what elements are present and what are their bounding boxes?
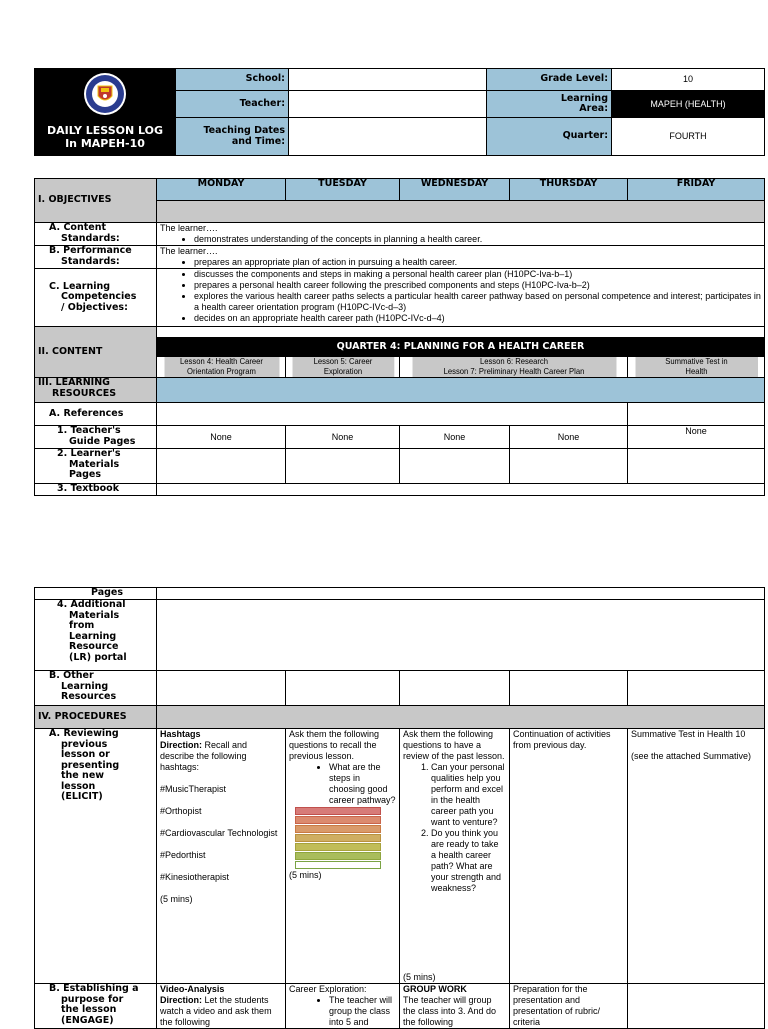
lesson-table-1 [34, 178, 765, 496]
textbook-cell [157, 484, 765, 496]
lr-label-6: (LR) portal [69, 651, 127, 663]
teacher-value [289, 91, 487, 118]
elicit-label-6: lesson [61, 780, 96, 792]
wed-question: 1. Can your personal qualities help you perform and excel in the health career path you want to venture? [431, 762, 506, 828]
elicit-friday [628, 729, 765, 984]
elicit-label-4: presenting [61, 759, 120, 771]
tg-monday: None [157, 426, 286, 449]
wed-question: 2. Do you think you are ready to take a health career path? What are your strength and weakness? [431, 828, 506, 894]
grade-value: 10 [612, 69, 765, 91]
tg-tuesday: None [286, 426, 400, 449]
day-wednesday: WEDNESDAY [400, 179, 510, 201]
lr-label-4: Learning [69, 630, 117, 642]
elicit-label-7: (ELICIT) [61, 791, 103, 802]
lr-portal-cell [157, 600, 765, 671]
career-ladder-icon [289, 807, 381, 869]
lm-tuesday [286, 449, 400, 484]
tue-question: • What are the steps in choosing good career pathway? [329, 762, 396, 806]
elicit-label-3: lesson or [61, 749, 110, 760]
resources-band [157, 378, 765, 403]
b-thu-text: Preparation for the presentation and presentation of rubric/ criteria [513, 984, 601, 1027]
cs-label-2: Standards: [61, 232, 120, 244]
log-title-1: DAILY LESSON LOG [46, 124, 164, 137]
lesson-mon-1: Lesson 4: Health Career [179, 356, 263, 366]
other-label-3: Resources [61, 691, 117, 702]
b-tue-intro: Career Exploration: [289, 984, 367, 994]
hashtag-item: #MusicTherapist [160, 784, 227, 794]
elicit-label-2: previous [61, 738, 108, 750]
lr-heading-1: III. LEARNING [38, 377, 110, 388]
lm-label-3: Pages [69, 469, 102, 480]
b-wed-text: The teacher will group the class into 3. And do the following [403, 995, 497, 1027]
time-note: (5 mins) [403, 972, 436, 982]
elicit-label-5: the new [61, 770, 105, 781]
teacher-label: Teacher: [176, 91, 289, 118]
hashtag-item: #Kinesiotherapist [160, 872, 230, 882]
direction-label: Direction: [160, 740, 203, 750]
other-wednesday [400, 671, 510, 706]
elicit-label-1: A. Reviewing [49, 728, 119, 739]
direction-text: Recall and describe the following hashtags: [160, 740, 248, 772]
other-monday [157, 671, 286, 706]
time-note: (5 mins) [160, 894, 193, 904]
textbook-pages-label: Pages [35, 588, 157, 600]
lesson-fri-2: Health [684, 365, 708, 376]
lm-thursday [510, 449, 628, 484]
video-analysis-title: Video-Analysis [160, 984, 225, 994]
competency-item: • decides on an appropriate health career path (H10PC-IVc-d–4) [194, 313, 761, 324]
content-heading: II. CONTENT [35, 327, 157, 378]
hashtags-title: Hashtags [160, 729, 201, 739]
engage-monday [157, 984, 286, 1029]
objectives-heading: I. OBJECTIVES [35, 179, 157, 223]
resources-heading [35, 378, 157, 403]
b-tue-item: • The teacher will group the class into 5 and [329, 995, 396, 1028]
elicit-label [35, 729, 157, 984]
direction-text: Let the students watch a video and ask them the following [160, 995, 272, 1027]
group-work-title: GROUP WORK [403, 984, 467, 994]
day-thursday: THURSDAY [510, 179, 628, 201]
day-tuesday: TUESDAY [286, 179, 400, 201]
hashtag-item: #Pedorthist [160, 850, 206, 860]
cs-label-1: A. Content [49, 222, 106, 233]
lesson-fri-1: Summative Test in [664, 356, 728, 366]
performance-standards-text [157, 246, 765, 269]
area-label [487, 91, 612, 118]
fri-note: (see the attached Summative) [631, 751, 752, 761]
engage-label-2: purpose for [61, 993, 124, 1005]
references-label: A. References [35, 403, 157, 426]
logo-cell [35, 69, 176, 156]
lm-friday [628, 449, 765, 484]
elicit-tuesday [286, 729, 400, 984]
school-value [289, 69, 487, 91]
tg-label-2: Guide Pages [69, 435, 136, 447]
hashtag-item: #Orthopist [160, 806, 202, 816]
elicit-wednesday [400, 729, 510, 984]
other-label-1: B. Other [49, 670, 94, 681]
engage-label-4: (ENGAGE) [61, 1014, 114, 1026]
lm-monday [157, 449, 286, 484]
procedures-band [157, 706, 765, 729]
deped-seal-icon [83, 72, 127, 116]
tue-intro: Ask them the following questions to recall the previous lesson. [289, 729, 380, 761]
references-cell [157, 403, 628, 426]
area-label-2: Area: [579, 103, 608, 114]
engage-friday [628, 984, 765, 1029]
other-tuesday [286, 671, 400, 706]
lesson-monday [163, 357, 279, 378]
competency-item: • prepares a personal health career following the prescribed components and steps (H10PC-Iva-b–2) [194, 280, 761, 291]
elicit-thursday [510, 729, 628, 984]
ps-label-2: Standards: [61, 255, 120, 267]
quarter-value: FOURTH [612, 118, 765, 156]
content-standards-label [35, 223, 157, 246]
engage-label-1: B. Establishing a [49, 983, 139, 994]
lesson-wed-thu [411, 357, 616, 378]
engage-wednesday [400, 984, 510, 1029]
area-value: MAPEH (HEALTH) [612, 91, 765, 118]
lr-heading-2: RESOURCES [52, 387, 117, 399]
ps-intro: The learner…. [160, 246, 218, 256]
lc-label-2: Competencies [61, 291, 137, 303]
direction-label: Direction: [160, 995, 203, 1005]
content-spacer [157, 327, 765, 338]
textbook-pages-cell [157, 588, 765, 600]
dates-value [289, 118, 487, 156]
procedures-heading: IV. PROCEDURES [35, 706, 157, 729]
ps-item: • prepares an appropriate plan of action in pursuing a health career. [194, 257, 761, 268]
lesson-wt-2: Lesson 7: Preliminary Health Career Plan [443, 365, 584, 376]
engage-tuesday [286, 984, 400, 1029]
learners-materials-label [35, 449, 157, 484]
lr-label-1: 4. Additional [57, 599, 126, 610]
performance-standards-label [35, 246, 157, 269]
engage-label [35, 984, 157, 1029]
lr-label-2: Materials [69, 609, 120, 621]
tg-friday: None [628, 426, 765, 449]
dates-label-2: and Time: [231, 135, 285, 147]
teachers-guide-label [35, 426, 157, 449]
lr-label-3: from [69, 620, 95, 631]
tg-thursday: None [510, 426, 628, 449]
dates-label-1: Teaching Dates [203, 125, 285, 136]
wed-intro: Ask them the following questions to have a review of the past lesson. [403, 729, 505, 761]
lr-portal-label [35, 600, 157, 671]
lesson-table-2 [34, 587, 765, 1029]
lesson-tue-2: Exploration [323, 365, 362, 376]
textbook-label: 3. Textbook [35, 484, 157, 496]
other-friday [628, 671, 765, 706]
lm-label-1: 2. Learner's [57, 448, 121, 459]
quarter-title: QUARTER 4: PLANNING FOR A HEALTH CAREER [157, 338, 765, 357]
dates-label [176, 118, 289, 156]
competencies-label [35, 269, 157, 327]
time-note: (5 mins) [289, 870, 322, 880]
lesson-tuesday [291, 357, 394, 378]
cs-intro: The learner…. [160, 223, 218, 233]
day-friday: FRIDAY [628, 179, 765, 201]
lesson-friday [634, 357, 757, 378]
lesson-wt-1: Lesson 6: Research [479, 356, 548, 366]
lesson-tue-1: Lesson 5: Career [313, 356, 372, 366]
elicit-monday [157, 729, 286, 984]
competency-item: • explores the various health career paths selects a particular health career pathway based on personal competence and interest; participates in a health career orientation program (H10PC-IVc-d–3) [194, 291, 761, 313]
quarter-label: Quarter: [487, 118, 612, 156]
school-label: School: [176, 69, 289, 91]
lm-label-2: Materials [69, 458, 120, 470]
hashtag-item: #Cardiovascular Technologist [160, 828, 278, 838]
ps-label-1: B. Performance [49, 245, 132, 256]
other-thursday [510, 671, 628, 706]
lr-label-5: Resource [69, 641, 119, 652]
tg-label-1: 1. Teacher's [57, 425, 121, 436]
day-monday: MONDAY [157, 179, 286, 201]
objectives-band [157, 201, 765, 223]
content-standards-text [157, 223, 765, 246]
tg-wednesday: None [400, 426, 510, 449]
references-cell-fri [628, 403, 765, 426]
grade-label: Grade Level: [487, 69, 612, 91]
lesson-mon-2: Orientation Program [186, 365, 256, 376]
engage-thursday [510, 984, 628, 1029]
fri-text: Summative Test in Health 10 [631, 729, 746, 739]
engage-label-3: the lesson [61, 1004, 117, 1015]
thu-text: Continuation of activities from previous day. [513, 729, 611, 750]
lm-wednesday [400, 449, 510, 484]
competency-item: • discusses the components and steps in making a personal health career plan (H10PC-Iva-b–1) [194, 269, 761, 280]
lc-label-3: / Objectives: [61, 301, 128, 313]
competencies-list [157, 269, 765, 327]
other-label-2: Learning [61, 680, 109, 692]
header-table [34, 68, 765, 156]
log-title-2: In MAPEH-10 [65, 137, 145, 150]
area-label-1: Learning [560, 92, 608, 104]
lc-label-1: C. Learning [49, 280, 111, 292]
other-resources-label [35, 671, 157, 706]
cs-item: • demonstrates understanding of the concepts in planning a health career. [194, 234, 761, 245]
